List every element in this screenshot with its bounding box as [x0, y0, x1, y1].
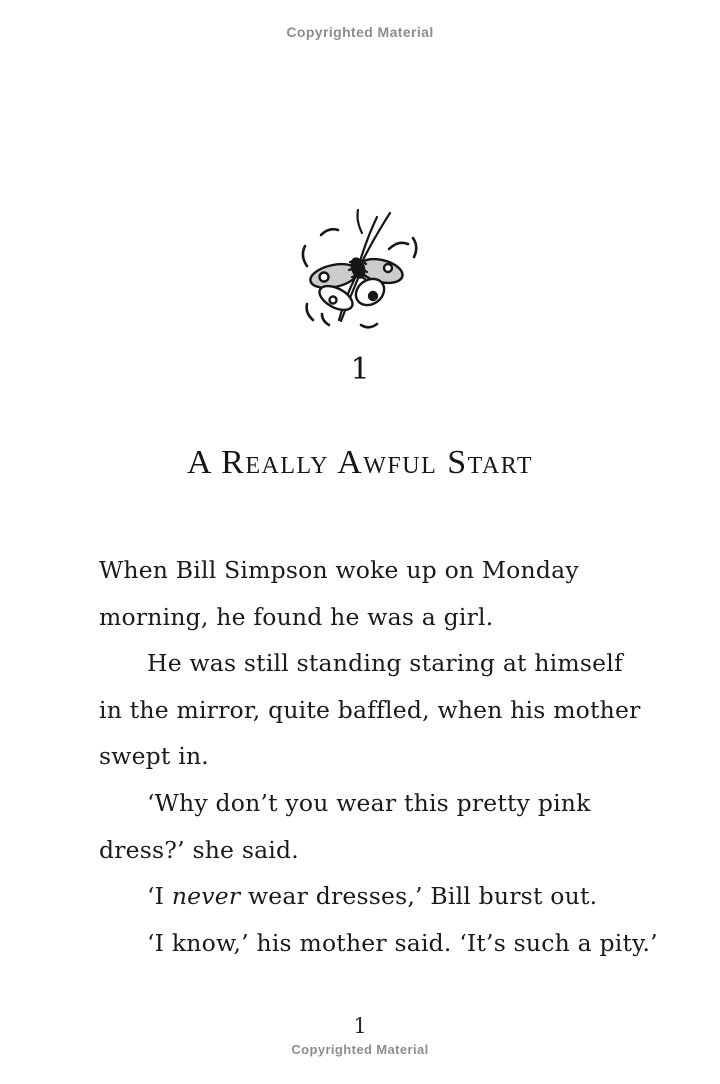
- motion-dash: [307, 304, 313, 320]
- chapter-title: A Really Awful Start: [187, 444, 533, 481]
- wing-spot: [369, 292, 377, 300]
- motion-dash: [321, 229, 338, 235]
- body-segment: When Bill Simpson woke up on Monday: [99, 556, 579, 584]
- body-segment: He was still standing staring at himself: [147, 649, 623, 678]
- body-text: [99, 547, 658, 966]
- motion-dash: [413, 238, 416, 257]
- fly-antenna: [358, 210, 363, 233]
- body-line: [99, 547, 639, 594]
- body-segment: swept in.: [99, 742, 209, 771]
- body-segment: dress?’ she said.: [99, 835, 299, 864]
- wing-spot: [384, 264, 392, 272]
- motion-dash: [389, 243, 408, 249]
- body-line: [99, 640, 639, 687]
- body-line: [99, 594, 639, 641]
- page-number: 1: [353, 1014, 367, 1038]
- motion-dash: [303, 246, 307, 266]
- body-segment-italic: never: [171, 882, 241, 911]
- body-segment: ‘I know,’ his mother said. ‘It’s such a pity.’: [147, 928, 658, 957]
- body-line: [99, 873, 639, 920]
- body-segment: morning, he found he was a girl.: [99, 602, 494, 631]
- body-segment: in the mirror, quite baffled, when his mother: [99, 695, 641, 724]
- fly-sketch-illustration: [277, 180, 453, 348]
- body-line: [99, 920, 658, 967]
- body-line: [99, 827, 639, 874]
- copyright-notice-top: Copyrighted Material: [286, 24, 434, 40]
- wing-spot: [320, 273, 329, 282]
- body-segment: wear dresses,’ Bill burst out.: [240, 882, 598, 911]
- chapter-number: 1: [350, 352, 370, 387]
- body-line: [99, 687, 639, 734]
- motion-dash: [361, 324, 377, 327]
- body-segment: ‘Why don’t you wear this pretty pink: [147, 788, 591, 817]
- wing-spot: [330, 297, 337, 304]
- body-line: [99, 780, 639, 827]
- copyright-notice-bottom: Copyrighted Material: [291, 1042, 429, 1057]
- body-line: [99, 733, 639, 780]
- body-segment: ‘I: [147, 882, 172, 911]
- motion-dash: [322, 314, 329, 325]
